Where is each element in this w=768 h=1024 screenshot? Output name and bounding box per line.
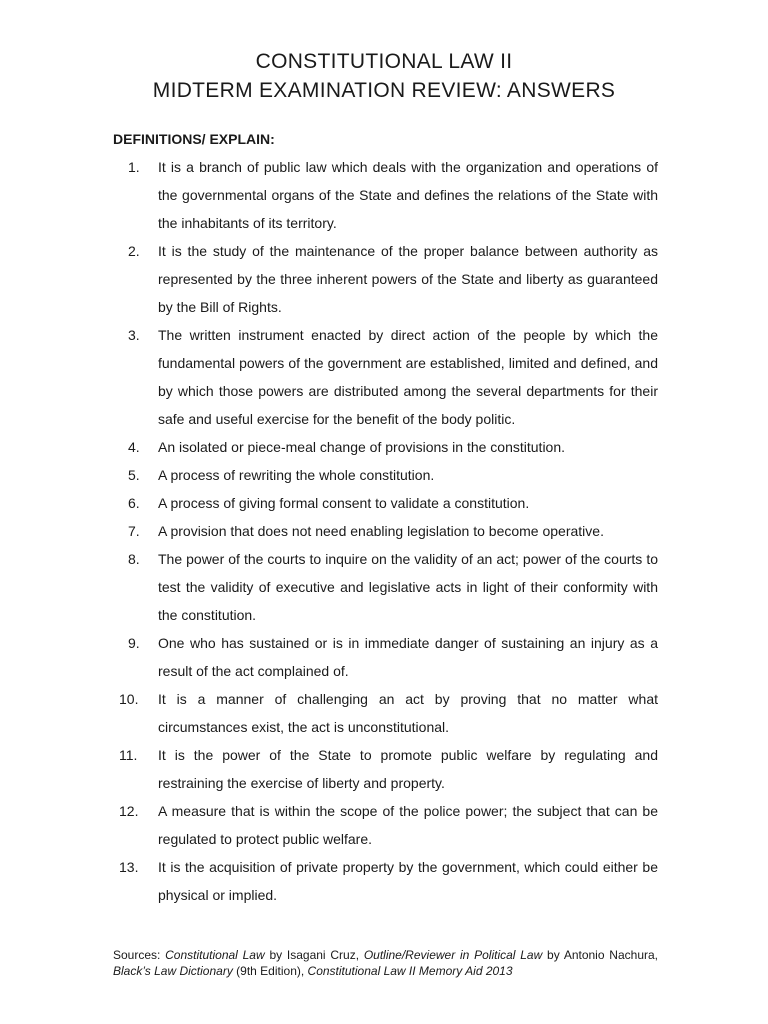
list-item-number-wrap bbox=[113, 629, 158, 657]
list-item-number: 8. bbox=[128, 551, 140, 567]
list-item-number: 4. bbox=[128, 439, 140, 455]
list-item-number: 7. bbox=[128, 523, 140, 539]
list-item-number: 5. bbox=[128, 467, 140, 483]
list-item bbox=[113, 433, 658, 461]
list-item bbox=[113, 545, 658, 629]
list-item-text: It is a branch of public law which deals with the organization and operations of the governmental organs of the State and defines the relations of the State with the inhabitants of its territory. bbox=[158, 159, 658, 231]
list-item-number: 2. bbox=[128, 243, 140, 259]
list-item-text: It is the acquisition of private property by the government, which could either be physical or implied. bbox=[158, 859, 658, 903]
list-item bbox=[113, 629, 658, 685]
list-item bbox=[113, 685, 658, 741]
list-item-number-wrap bbox=[113, 153, 158, 181]
source-title: Black’s Law Dictionary bbox=[113, 964, 233, 978]
list-item-number: 11. bbox=[119, 747, 138, 763]
list-item-text: A provision that does not need enabling legislation to become operative. bbox=[158, 523, 604, 539]
source-author: by Antonio Nachura, bbox=[542, 948, 658, 962]
list-item-number-wrap bbox=[113, 433, 158, 461]
list-item-text: A process of rewriting the whole constitution. bbox=[158, 467, 435, 483]
list-item-number-wrap bbox=[113, 461, 158, 489]
list-item-number: 12. bbox=[119, 803, 139, 819]
list-item bbox=[113, 321, 658, 433]
answer-list bbox=[113, 153, 658, 909]
list-item bbox=[113, 741, 658, 797]
list-item-number-wrap bbox=[113, 517, 158, 545]
sources-footnote bbox=[113, 947, 658, 979]
list-item-number-wrap bbox=[113, 545, 158, 573]
list-item bbox=[113, 489, 658, 517]
list-item-text: The power of the courts to inquire on the validity of an act; power of the courts to test the validity of executive and legislative acts in light of their conformity with the constitution. bbox=[158, 551, 658, 623]
list-item bbox=[113, 853, 658, 909]
list-item-number: 6. bbox=[128, 495, 140, 511]
list-item bbox=[113, 153, 658, 237]
source-title: Constitutional Law bbox=[165, 948, 265, 962]
list-item-number-wrap bbox=[113, 237, 158, 265]
list-item-text: One who has sustained or is in immediate danger of sustaining an injury as a result of the act complained of. bbox=[158, 635, 658, 679]
section-heading: DEFINITIONS/ EXPLAIN: bbox=[113, 131, 275, 147]
list-item-number: 1. bbox=[128, 159, 140, 175]
source-title: Constitutional Law II Memory Aid 2013 bbox=[307, 964, 513, 978]
list-item-number: 13. bbox=[119, 859, 139, 875]
list-item-number-wrap bbox=[113, 741, 158, 769]
list-item-text: It is a manner of challenging an act by proving that no matter what circumstances exist, the act is unconstitutional. bbox=[158, 691, 658, 735]
source-title: Outline/Reviewer in Political Law bbox=[363, 948, 543, 962]
list-item bbox=[113, 237, 658, 321]
list-item-text: An isolated or piece-meal change of provisions in the constitution. bbox=[158, 439, 566, 455]
list-item-number-wrap bbox=[113, 853, 158, 881]
list-item-text: A measure that is within the scope of the police power; the subject that can be regulated to protect public welfare. bbox=[158, 803, 658, 847]
list-item-number-wrap bbox=[113, 321, 158, 349]
document-title-line1: CONSTITUTIONAL LAW II bbox=[255, 50, 513, 73]
list-item-number: 10. bbox=[119, 691, 139, 707]
source-author: by Isagani Cruz, bbox=[264, 948, 364, 962]
list-item bbox=[113, 517, 658, 545]
document-title-line2: MIDTERM EXAMINATION REVIEW: ANSWERS bbox=[152, 79, 616, 102]
list-item bbox=[113, 461, 658, 489]
list-item-text: It is the power of the State to promote public welfare by regulating and restraining the exercise of liberty and property. bbox=[158, 747, 658, 791]
list-item-text: A process of giving formal consent to validate a constitution. bbox=[158, 495, 530, 511]
sources-prefix: Sources: bbox=[113, 948, 166, 962]
list-item-text: It is the study of the maintenance of the proper balance between authority as represented by the three inherent powers of the State and liberty as guaranteed by the Bill of Rights. bbox=[158, 243, 658, 315]
list-item-number-wrap bbox=[113, 685, 158, 713]
list-item bbox=[113, 797, 658, 853]
list-item-number: 9. bbox=[128, 635, 140, 651]
list-item-number: 3. bbox=[128, 327, 140, 343]
source-edition: (9th Edition), bbox=[232, 964, 308, 978]
list-item-number-wrap bbox=[113, 797, 158, 825]
list-item-text: The written instrument enacted by direct action of the people by which the fundamental powers of the government are established, limited and defined, and by which those powers are distributed among the several departments for their safe and useful exercise for the benefit of the body politic. bbox=[158, 327, 658, 427]
list-item-number-wrap bbox=[113, 489, 158, 517]
